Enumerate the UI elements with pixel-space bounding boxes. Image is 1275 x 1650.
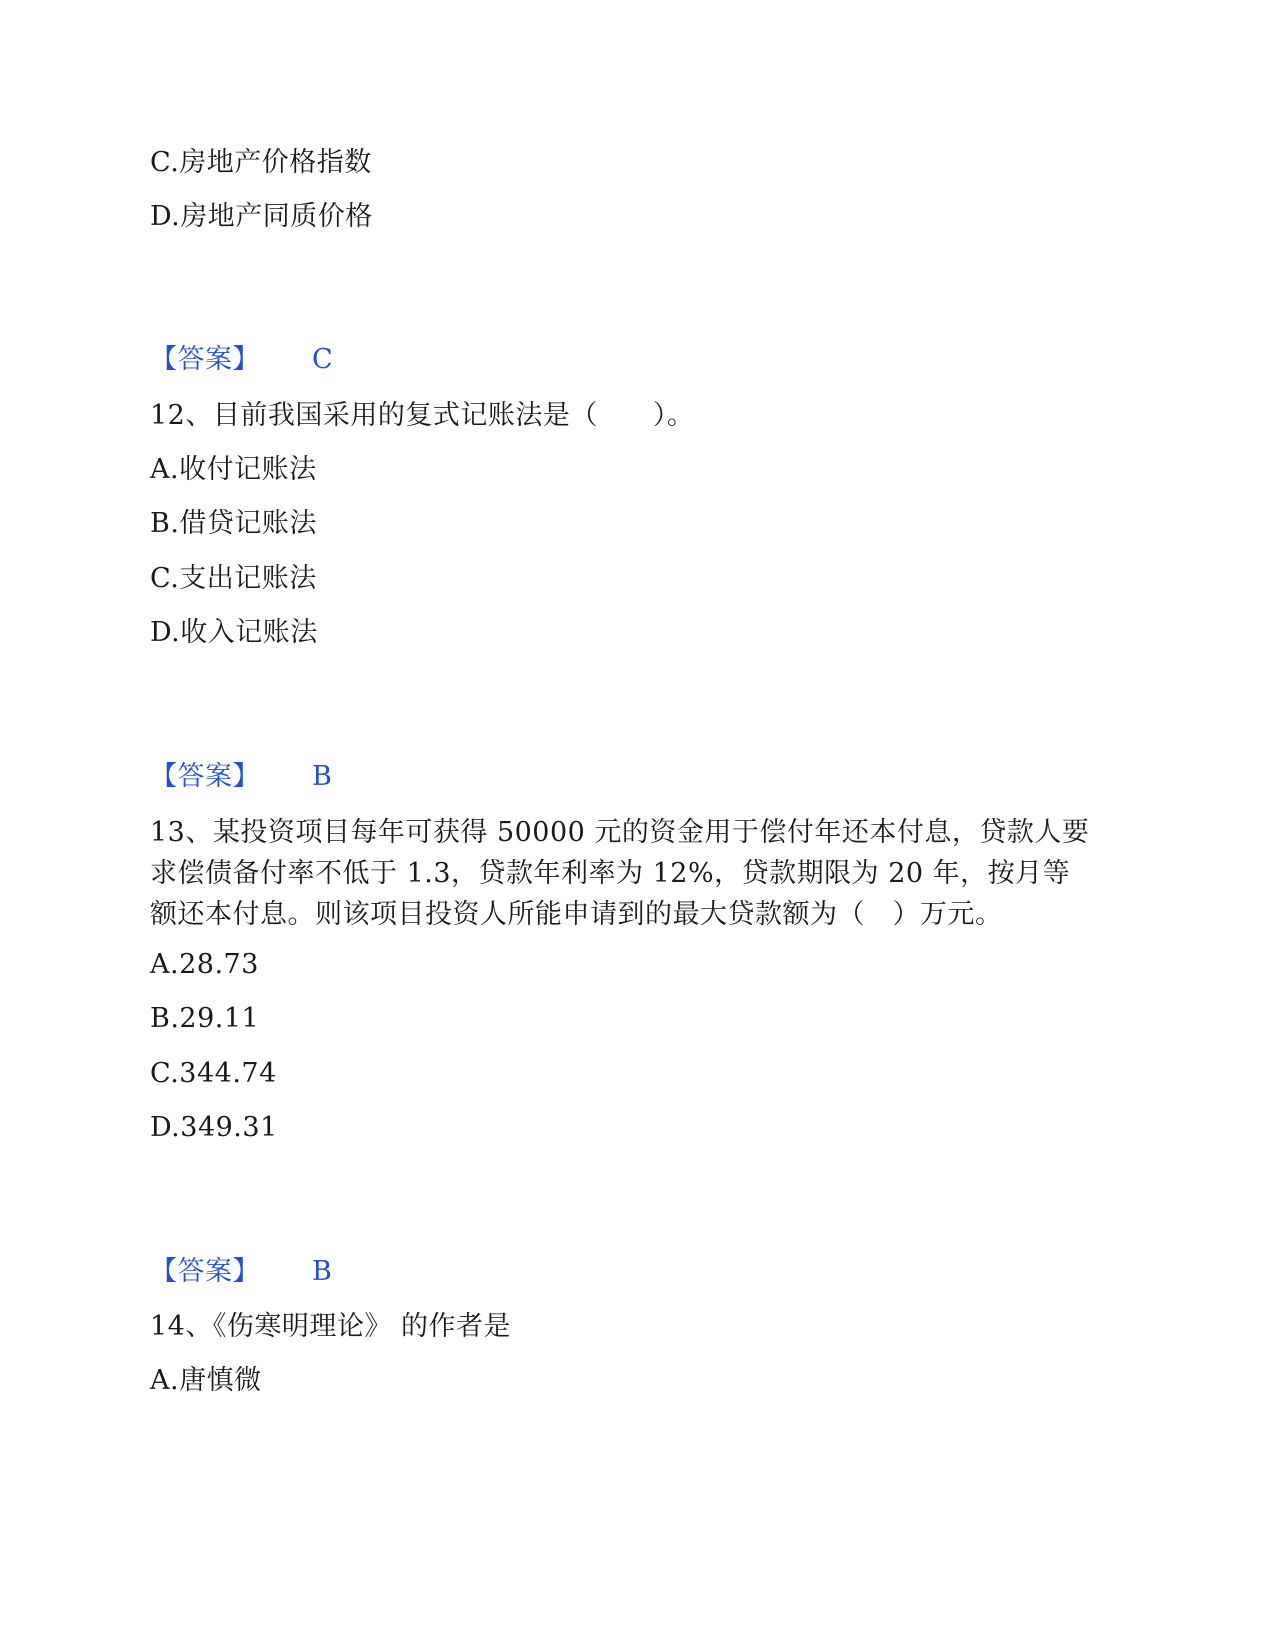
answer-value: C	[312, 344, 334, 375]
q12-option-a: A.收付记账法	[150, 454, 317, 485]
q13-option-b: B.29.11	[150, 1003, 260, 1034]
q12-option-c: C.支出记账法	[150, 563, 317, 594]
q12-option-b: B.借贷记账法	[150, 508, 317, 539]
q13-answer	[150, 1252, 332, 1292]
q12-answer	[150, 757, 332, 797]
q11-option-c: C.房地产价格指数	[150, 147, 372, 178]
q13-option-c: C.344.74	[150, 1058, 277, 1089]
q14-question: 14、《伤寒明理论》 的作者是	[150, 1311, 511, 1342]
answer-value: B	[312, 1256, 333, 1287]
q14-option-a: A.唐慎微	[150, 1365, 262, 1396]
q13-question-line: 额还本付息。则该项目投资人所能申请到的最大贷款额为（ ）万元。	[150, 899, 1003, 930]
answer-label: 【答案】	[150, 1256, 260, 1287]
q13-question	[150, 812, 1110, 935]
q13-question-line: 求偿债备付率不低于 1.3，贷款年利率为 12%，贷款期限为 20 年，按月等	[150, 858, 1071, 889]
q13-option-a: A.28.73	[150, 949, 259, 980]
q13-question-line: 13、某投资项目每年可获得 50000 元的资金用于偿付年还本付息，贷款人要	[150, 817, 1090, 848]
answer-value: B	[312, 761, 333, 792]
q11-answer	[150, 340, 333, 380]
q12-question: 12、目前我国采用的复式记账法是（ ）。	[150, 400, 695, 431]
answer-label: 【答案】	[150, 761, 260, 792]
q12-option-d: D.收入记账法	[150, 617, 318, 648]
answer-label: 【答案】	[150, 344, 260, 375]
q13-option-d: D.349.31	[150, 1112, 278, 1143]
q11-option-d: D.房地产同质价格	[150, 201, 373, 232]
